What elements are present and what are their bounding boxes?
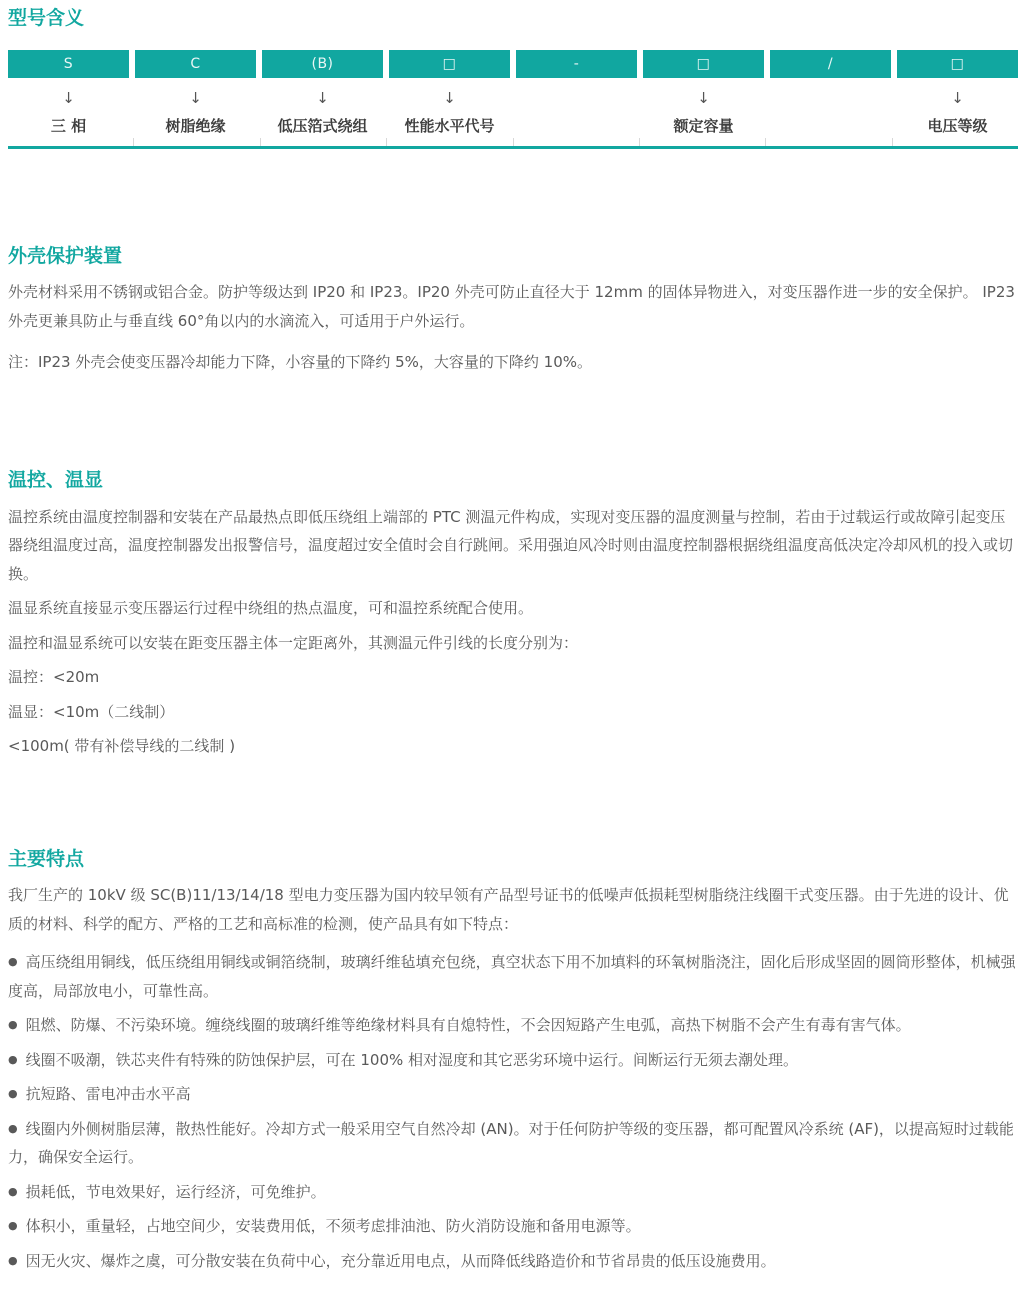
features-intro-paragraph: 我厂生产的 10kV 级 SC(B)11/13/14/18 型电力变压器为国内较早领有产品型号证书的低噪声低损耗型树脂绕注线圈干式变压器。由于先进的设计、优质的材料、科学的配方、严格的工艺和高标准的检测，使产品具有如下特点：	[8, 886, 1009, 933]
section-title-temperature: 温控、温显	[8, 468, 104, 491]
section-temperature-control	[8, 468, 1018, 761]
section-title-model-meaning: 型号含义	[8, 7, 85, 29]
down-arrow-icon: ↓	[443, 88, 456, 107]
paragraph: 温显系统直接显示变压器运行过程中绕组的热点温度，可和温控系统配合使用。	[8, 599, 534, 618]
feature-bullet-item: ● 线圈内外侧树脂层薄，散热性能好。冷却方式一般采用空气自然冷却 (AN)。对于任何防护等级的变压器，都可配置风冷系统 (AF)，以提高短时过载能力，确保安全运行。	[8, 1119, 1014, 1167]
paragraph: 温显：<10m（二线制）	[8, 702, 175, 721]
model-code-cell: □	[389, 50, 510, 78]
section-main-features	[8, 847, 1018, 1276]
column-tick	[640, 138, 766, 146]
model-code-cell: S	[8, 50, 129, 78]
temperature-paragraphs	[8, 503, 1018, 761]
bullet-icon: ●	[8, 1087, 18, 1101]
column-tick	[514, 138, 640, 146]
feature-bullet-item: ● 线圈不吸潮，铁芯夹件有特殊的防蚀保护层，可在 100% 相对湿度和其它恶劣环境中运行。间断运行无须去潮处理。	[8, 1050, 799, 1069]
model-code-row	[8, 50, 1018, 78]
model-part-label: 树脂绝缘	[165, 116, 226, 135]
paragraph: 注：IP23 外壳会使变压器冷却能力下降，小容量的下降约 5%，大容量的下降约 10%。	[8, 353, 592, 372]
model-code-cell: □	[643, 50, 764, 78]
feature-bullet-item: ● 高压绕组用铜线，低压绕组用铜线或铜箔绕制，玻璃纤维毡填充包绕，真空状态下用不加填料的环氧树脂浇注，固化后形成坚固的圆筒形整体，机械强度高，局部放电小，可靠性高。	[8, 953, 1016, 1000]
model-code-cell: C	[135, 50, 256, 78]
model-label-row	[8, 117, 1018, 135]
column-tick	[261, 138, 387, 146]
paragraph: 温控和温显系统可以安装在距变压器主体一定距离外，其测温元件引线的长度分别为：	[8, 633, 579, 652]
feature-bullet-item: ● 阻燃、防爆、不污染环境。缠绕线圈的玻璃纤维等绝缘材料具有自熄特性，不会因短路产生电弧，高热下树脂不会产生有毒有害气体。	[8, 1016, 911, 1035]
column-tick	[8, 138, 134, 146]
bullet-icon: ●	[8, 955, 18, 969]
model-code-cell: (B)	[262, 50, 383, 78]
model-part-label: 性能水平代号	[404, 116, 495, 135]
down-arrow-icon: ↓	[951, 88, 964, 107]
model-part-label: 三 相	[50, 116, 87, 135]
paragraph: 外壳材料采用不锈钢或铝合金。防护等级达到 IP20 和 IP23。IP20 外壳可防止直径大于 12mm 的固体异物进入，对变压器作进一步的安全保护。 IP23 外壳更兼具防止与垂直线 60°角以内的水滴流入，可适用于户外运行。	[8, 283, 1015, 330]
model-code-cell: /	[770, 50, 891, 78]
column-tick	[134, 138, 260, 146]
bullet-icon: ●	[8, 1018, 18, 1032]
enclosure-paragraphs	[8, 278, 1018, 377]
down-arrow-icon: ↓	[316, 88, 329, 107]
model-code-cell: -	[516, 50, 637, 78]
feature-bullet-item: ● 体积小，重量轻，占地空间少，安装费用低，不须考虑排油池、防火消防设施和备用电源等。	[8, 1217, 641, 1236]
model-part-label: 额定容量	[673, 116, 734, 135]
feature-bullet-item: ● 损耗低，节电效果好，运行经济，可免维护。	[8, 1182, 326, 1201]
bullet-icon: ●	[8, 1219, 18, 1233]
model-arrow-row	[8, 88, 1018, 107]
down-arrow-icon: ↓	[62, 88, 75, 107]
column-tick	[387, 138, 513, 146]
column-tick	[766, 138, 892, 146]
column-tick	[893, 138, 1018, 146]
model-part-label	[516, 117, 637, 135]
model-part-label	[770, 117, 891, 135]
bullet-icon: ●	[8, 1253, 18, 1267]
feature-bullet-item: ● 因无火灾、爆炸之虞，可分散安装在负荷中心，充分靠近用电点，从而降低线路造价和节省昂贵的低压设施费用。	[8, 1251, 776, 1270]
arrow-placeholder	[516, 91, 637, 106]
model-part-label: 电压等级	[927, 116, 988, 135]
model-code-cell: □	[897, 50, 1018, 78]
section-title-features: 主要特点	[8, 847, 85, 870]
paragraph: 温控系统由温度控制器和安装在产品最热点即低压绕组上端部的 PTC 测温元件构成，实现对变压器的温度测量与控制，若由于过载运行或故障引起变压器绕组温度过高，温度控制器发出报警信号，温度超过安全值时会自行跳闸。采用强迫风冷时则由温度控制器根据绕组温度高低决定冷却风机的投入或切换。	[8, 507, 1014, 583]
model-table-divider	[8, 138, 1018, 149]
features-bullet-list	[8, 948, 1018, 1275]
down-arrow-icon: ↓	[697, 88, 710, 107]
arrow-placeholder	[770, 91, 891, 106]
paragraph: 温控：<20m	[8, 668, 100, 687]
paragraph: <100m( 带有补偿导线的二线制 )	[8, 737, 236, 756]
section-title-enclosure: 外壳保护装置	[8, 244, 123, 267]
bullet-icon: ●	[8, 1121, 18, 1135]
down-arrow-icon: ↓	[189, 88, 202, 107]
bullet-icon: ●	[8, 1052, 18, 1066]
feature-bullet-item: ● 抗短路、雷电冲击水平高	[8, 1085, 191, 1104]
section-model-meaning	[8, 6, 1018, 149]
section-enclosure-protection	[8, 244, 1018, 377]
bullet-icon: ●	[8, 1184, 18, 1198]
model-part-label: 低压箔式绕组	[277, 116, 368, 135]
